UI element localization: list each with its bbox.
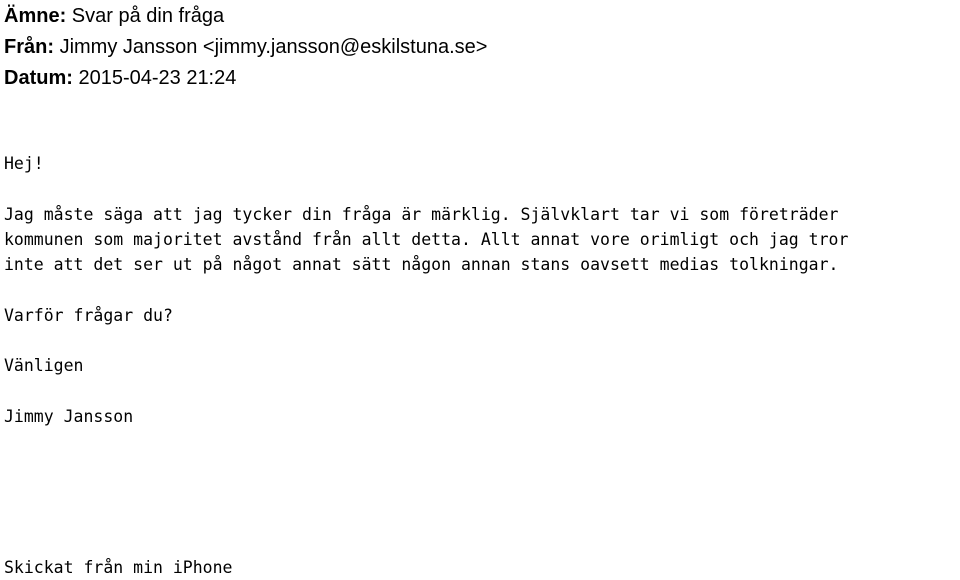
question: Varför frågar du?	[4, 306, 173, 325]
subject-row	[4, 0, 487, 31]
date-value: 2015-04-23 21:24	[78, 67, 237, 89]
closing: Vänligen	[4, 356, 84, 375]
paragraph-line-1: Jag måste säga att jag tycker din fråga är märklig. Självklart tar vi som företräder	[4, 205, 839, 224]
date-label: Datum:	[4, 67, 73, 89]
sent-from-footer: Skickat från min iPhone	[4, 558, 233, 577]
signature: Jimmy Jansson	[4, 407, 134, 426]
date-row	[4, 62, 487, 93]
paragraph-line-2: kommunen som majoritet avstånd från allt detta. Allt annat vore orimligt och jag tror	[4, 230, 849, 249]
greeting: Hej!	[4, 154, 44, 173]
from-label: Från:	[4, 36, 54, 58]
email-header	[4, 0, 487, 93]
from-value: Jimmy Jansson <jimmy.jansson@eskilstuna.se>	[59, 36, 488, 58]
paragraph-line-3: inte att det ser ut på något annat sätt någon annan stans oavsett medias tolkningar.	[4, 255, 839, 274]
subject-label: Ämne:	[4, 5, 67, 27]
from-row	[4, 31, 487, 62]
subject-value: Svar på din fråga	[71, 5, 225, 27]
